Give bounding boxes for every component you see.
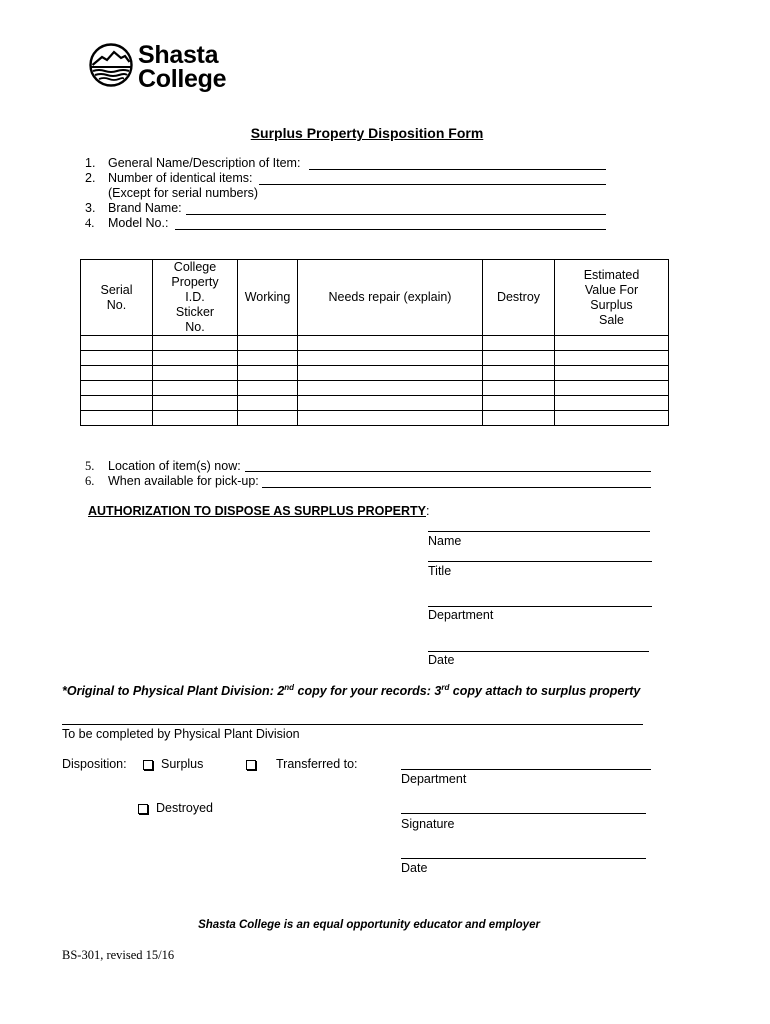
col-property-id: College Property I.D. Sticker No. bbox=[153, 260, 238, 336]
surplus-label: Surplus bbox=[161, 757, 204, 771]
table-cell[interactable] bbox=[238, 366, 298, 381]
col-destroy: Destroy bbox=[483, 260, 555, 336]
table-cell[interactable] bbox=[483, 381, 555, 396]
table-cell[interactable] bbox=[81, 366, 153, 381]
table-cell[interactable] bbox=[153, 351, 238, 366]
department-label: Department bbox=[428, 608, 494, 622]
authorization-heading bbox=[88, 504, 429, 518]
table-cell[interactable] bbox=[153, 396, 238, 411]
title-label: Title bbox=[428, 564, 452, 578]
item-5-label: Location of item(s) now: bbox=[108, 459, 241, 473]
item-3-field[interactable] bbox=[186, 214, 606, 215]
table-row bbox=[81, 411, 669, 426]
ppd-date-label: Date bbox=[401, 861, 428, 875]
ppd-department-line[interactable] bbox=[401, 769, 651, 770]
item-4-field[interactable] bbox=[175, 229, 606, 230]
table-cell[interactable] bbox=[298, 351, 483, 366]
table-cell[interactable] bbox=[483, 411, 555, 426]
table-cell[interactable] bbox=[483, 396, 555, 411]
ppd-signature-label: Signature bbox=[401, 817, 455, 831]
item-5-field[interactable] bbox=[245, 471, 651, 472]
college-logo bbox=[89, 41, 249, 93]
col-serial-no: Serial No. bbox=[81, 260, 153, 336]
date-label: Date bbox=[428, 653, 455, 667]
item-3-label: Brand Name: bbox=[108, 201, 182, 215]
item-4-num: 4. bbox=[85, 216, 95, 230]
table-cell[interactable] bbox=[238, 351, 298, 366]
form-title: Surplus Property Disposition Form bbox=[250, 125, 484, 141]
table-cell[interactable] bbox=[153, 366, 238, 381]
transferred-option[interactable] bbox=[246, 757, 358, 771]
table-cell[interactable] bbox=[153, 336, 238, 351]
disposition-label: Disposition: bbox=[62, 757, 127, 771]
destroyed-option[interactable] bbox=[138, 801, 213, 815]
copy-note-part-3: copy attach to surplus property bbox=[449, 684, 641, 699]
table-row bbox=[81, 351, 669, 366]
item-2-num: 2. bbox=[85, 171, 96, 185]
table-cell[interactable] bbox=[298, 411, 483, 426]
ppd-signature-line[interactable] bbox=[401, 813, 646, 814]
item-2-field[interactable] bbox=[259, 184, 606, 185]
destroyed-checkbox[interactable] bbox=[138, 804, 148, 814]
section-divider bbox=[62, 724, 643, 725]
col-needs-repair: Needs repair (explain) bbox=[298, 260, 483, 336]
logo-line-1: Shasta bbox=[138, 41, 219, 69]
table-cell[interactable] bbox=[555, 381, 669, 396]
table-cell[interactable] bbox=[81, 336, 153, 351]
item-1-field[interactable] bbox=[309, 169, 606, 170]
table-cell[interactable] bbox=[483, 351, 555, 366]
item-4-label: Model No.: bbox=[108, 216, 169, 230]
table-cell[interactable] bbox=[81, 411, 153, 426]
name-label: Name bbox=[428, 534, 462, 548]
surplus-option[interactable] bbox=[143, 757, 203, 771]
table-cell[interactable] bbox=[238, 411, 298, 426]
department-signature-line[interactable] bbox=[428, 606, 652, 607]
logo-line-2: College bbox=[138, 65, 227, 93]
table-cell[interactable] bbox=[555, 366, 669, 381]
item-1-label: General Name/Description of Item: bbox=[108, 156, 301, 170]
copy-distribution-note bbox=[62, 683, 640, 698]
table-cell[interactable] bbox=[298, 396, 483, 411]
table-cell[interactable] bbox=[238, 396, 298, 411]
table-cell[interactable] bbox=[298, 336, 483, 351]
table-row bbox=[81, 366, 669, 381]
item-6-num: 6. bbox=[85, 474, 95, 488]
authorization-heading-text: AUTHORIZATION TO DISPOSE AS SURPLUS PROPERTY bbox=[88, 504, 426, 518]
table-body bbox=[81, 336, 669, 426]
table-row bbox=[81, 336, 669, 351]
form-revision: BS-301, revised 15/16 bbox=[62, 948, 175, 962]
destroyed-label: Destroyed bbox=[156, 801, 213, 815]
table-cell[interactable] bbox=[238, 336, 298, 351]
table-cell[interactable] bbox=[483, 366, 555, 381]
table-cell[interactable] bbox=[555, 396, 669, 411]
title-signature-line[interactable] bbox=[428, 561, 652, 562]
equal-opportunity-footer: Shasta College is an equal opportunity educator and employer bbox=[198, 919, 540, 931]
copy-note-part-1: *Original to Physical Plant Division: 2 bbox=[62, 684, 285, 699]
table-cell[interactable] bbox=[238, 381, 298, 396]
copy-note-part-2: copy for your records: 3 bbox=[294, 684, 442, 699]
ppd-date-line[interactable] bbox=[401, 858, 646, 859]
transferred-checkbox[interactable] bbox=[246, 760, 256, 770]
items-table bbox=[80, 259, 669, 426]
item-1-num: 1. bbox=[85, 156, 96, 170]
item-6-label: When available for pick-up: bbox=[108, 474, 259, 488]
table-cell[interactable] bbox=[153, 411, 238, 426]
item-2-label: Number of identical items: bbox=[108, 171, 253, 185]
mountain-logo-icon bbox=[89, 43, 133, 87]
ppd-heading: To be completed by Physical Plant Division bbox=[62, 727, 300, 741]
table-cell[interactable] bbox=[81, 381, 153, 396]
table-cell[interactable] bbox=[555, 336, 669, 351]
table-row bbox=[81, 396, 669, 411]
authorization-colon: : bbox=[426, 504, 430, 518]
table-cell[interactable] bbox=[555, 411, 669, 426]
transferred-label: Transferred to: bbox=[276, 757, 358, 771]
table-cell[interactable] bbox=[81, 351, 153, 366]
table-row bbox=[81, 381, 669, 396]
ppd-department-label: Department bbox=[401, 772, 467, 786]
table-header-row bbox=[81, 260, 669, 336]
item-5-num: 5. bbox=[85, 459, 95, 473]
copy-note-sup-1: nd bbox=[284, 683, 295, 692]
table-cell[interactable] bbox=[298, 381, 483, 396]
col-working: Working bbox=[238, 260, 298, 336]
item-3-num: 3. bbox=[85, 201, 96, 215]
name-signature-line[interactable] bbox=[428, 531, 650, 532]
table-cell[interactable] bbox=[81, 396, 153, 411]
date-signature-line[interactable] bbox=[428, 651, 649, 652]
surplus-checkbox[interactable] bbox=[143, 760, 153, 770]
table-cell[interactable] bbox=[153, 381, 238, 396]
col-estimated-value: Estimated Value For Surplus Sale bbox=[555, 260, 669, 336]
item-6-field[interactable] bbox=[262, 487, 651, 488]
table-cell[interactable] bbox=[555, 351, 669, 366]
table-cell[interactable] bbox=[298, 366, 483, 381]
item-2-note: (Except for serial numbers) bbox=[108, 186, 259, 200]
copy-note-sup-2: rd bbox=[441, 683, 450, 692]
table-cell[interactable] bbox=[483, 336, 555, 351]
